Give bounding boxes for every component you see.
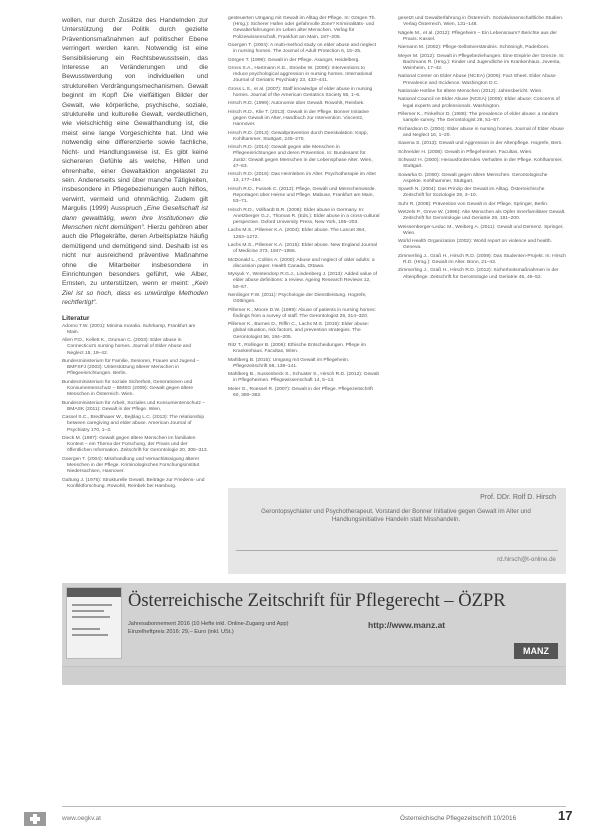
body-paragraph: [62, 16, 208, 308]
reference-item: Galtung J. (1975): Strukturelle Gewalt. Beiträge zur Friedens- und Konfliktforschung. Rowohlt, Reinbek bei Hamburg.: [62, 477, 205, 489]
journal-advertisement: [62, 583, 566, 685]
reference-list-right: [398, 16, 566, 281]
reference-item: Hirsch R.D., Fussek C. (2012): Pflege, Gewalt und Menschenwürde. Reportagen über Heime und Pflege. Mabuse, Frankfurt am Main, 53–71.: [228, 186, 376, 205]
reference-item: Pillemer K., Burnes D., Riffin C., Lachs M.S. (2016): Elder abuse: global situation, risk factors, and prevention strategies. The Gerontologist 56, 194–205.: [228, 322, 369, 340]
publisher-logo: MANZ: [514, 643, 558, 659]
closing-quote: „Kein Ziel ist so hoch, dass es unwürdige Methoden rechtfertigt“.: [62, 280, 208, 307]
reference-item: Weissenberger-Leduc M., Weiberg A. (2011): Gewalt und Demenz. Springer, Wien.: [398, 224, 564, 236]
reference-item: Görgen T. (1999): Gewalt in der Pflege. Asanger, Heidelberg.: [228, 57, 360, 63]
author-bio: Gerontopsychiater und Psychotherapeut, Vorstand der Bonner Initiative gegen Gewalt im Alter und Handlungsinitiative Handeln statt Misshandeln.: [261, 508, 531, 524]
reference-item: Wetzels P., Greve W. (1996): Alte Menschen als Opfer innerfamiliärer Gewalt. Zeitschrift für Gerontologie und Geriatrie 29, 191–200.: [398, 210, 566, 222]
reference-item: Lachs M.S., Pillemer K.A. (2004): Elder abuse. The Lancet 364, 1263–1272.: [228, 228, 366, 240]
reference-item: Bundesministerium für Familie, Senioren, Frauen und Jugend – BMFSFJ (2003): Unterstützung älterer Menschen in Pflegeeinrichtungen. Berlin.: [62, 358, 200, 377]
reference-item: Gross L.S., et al. (2007): Staff knowledge of elder abuse in nursing homes. Journal of the American Geriatrics Society 55, 1–6.: [228, 86, 373, 98]
reference-item: Cassel S.C., Bredthauer W., Bejblag L.C. (2013): The relationship between caregiving and elder abuse. American Journal of Psychiatry 170, 1–3.: [62, 415, 205, 433]
reference-item: National Council on Elder Abuse (NCEA) (2005): Elder abuse: Concerns of legal experts and professionals. Washington.: [398, 97, 560, 109]
reference-item: Zimmerling J., Graß H., Hirsch R.D. (2012): Sicherheitsmaßnahmen in der Altenpflege. Zeitschrift für Gerontologie und Geriatrie 45, 45–52.: [398, 268, 559, 280]
author-email-link[interactable]: rd.hirsch@t-online.de: [497, 556, 556, 563]
association-cross-icon: [24, 812, 46, 826]
ad-price-info: Einzelheftpreis 2016: 29,– Euro (inkl. USt.): [128, 629, 234, 635]
reference-item: Hirsch R.D., Vollhardt B.R. (2008): Elder abuse in Germany. In: Anetzberger G.J., Thomas R. (Eds.): Elder abuse in a cross-cultural perspective. Oxford University Press, New York, 185–203.: [228, 207, 380, 225]
reference-item: Goergen T. (2004): A multi-method study on elder abuse and neglect in nursing homes. The Journal of Adult Protection 6, 15–25.: [228, 43, 377, 55]
reference-item: Richardson D. (2004): Elder abuse in nursing homes. Journal of Elder Abuse and Neglect 16, 1–20.: [398, 126, 564, 138]
reference-item: Lachs M.S., Pillemer K.A. (2015): Elder abuse. New England Journal of Medicine 373, 1947–1956.: [228, 242, 377, 255]
reference-item: gesteuerten Umgang mit Gewalt im Alltag der Pflege. In: Görgen Th. (Hrsg.): Sicherer Hafen oder gefahrvolle Zone? Kriminalitäts- und Gewalterfahrungen im Leben alter Menschen. Verlag für Polizeiwissenschaft, Frankfurt am Main, 187–205.: [228, 16, 376, 40]
reference-item: Dieck M. (1987): Gewalt gegen ältere Menschen im familialen Kontext – ein Thema der Forschung, der Praxis und der öffentlichen Information. Zeitschrift für Gerontologie 20, 305–313.: [62, 435, 209, 454]
reference-item: National Center on Elder Abuse (NCEA) (2005): Fact Sheet. Elder Abuse Prevalence and Incidence. Washington D.C.: [398, 74, 556, 86]
reference-item: McDonald L., Collins A. (2000): Abuse and neglect of older adults: a discussion paper. Health Canada, Ottawa.: [228, 257, 375, 269]
literature-heading: Literatur: [62, 314, 90, 322]
reference-item: Schwarz H. (2000): Herausforderndes Verhalten in der Pflege. Kohlhammer, Stuttgart.: [398, 157, 563, 170]
reference-item: Nägele M., et al. (2012): Pflegeheim – Ein Lebensraum? Berichte aus der Praxis. Kassel.: [398, 30, 558, 42]
reference-item: Bundesministerium für soziale Sicherheit, Generationen und Konsumentenschutz – BMSG (2009): Gewalt gegen ältere Menschen in Österreich. Wien.: [62, 379, 194, 398]
reference-list-middle: [228, 16, 380, 399]
reference-item: Mahlberg B. (2015): Umgang mit Gewalt im Pflegeheim. Pflegezeitschrift 68, 138–141.: [228, 357, 350, 369]
reference-item: Schneider H. (2008): Gewalt in Pflegeheimen. Facultas, Wien.: [398, 149, 533, 155]
reference-item: Hirsch R.D. (2016): Das Heimleben im Alter. Psychotherapie im Alter 13, 177–194.: [228, 172, 377, 184]
reference-item: Spaeth N. (2004): Das Prinzip der Gewalt im Alltag. Österreichische Zeitschrift für Soziologie 29, 3–10.: [398, 187, 545, 199]
reference-item: Goergen T. (2004): Misshandlung und Vernachlässigung älterer Menschen in der Pflege. Kriminologisches Forschungsinstitut Niedersachsen, Hannover.: [62, 456, 200, 475]
reference-item: Adorno T.W. (2001): Minima moralia. Suhrkamp, Frankfurt am Main.: [62, 323, 196, 335]
reference-item: Bundesministerium für Arbeit, Soziales und Konsumentenschutz – BMASK (2011): Gewalt in der Pflege. Wien.: [62, 400, 205, 412]
column-middle: [228, 16, 380, 401]
reference-item: Gross S.A., Hartmann K.E., Stroebe W. (2008): Interventions to reduce psychological aggression in nursing homes. International Journal of Geriatric Psychiatry 23, 433–441.: [228, 65, 373, 84]
ad-title: Österreichische Zeitschrift für Pflegerecht – ÖZPR: [128, 591, 506, 611]
reference-item: World Health Organization (2002): World report on violence and health. Geneva.: [398, 239, 552, 251]
reference-item: Niemann M. (2002): Pflege-Selbstverständnis. Schöningh, Paderborn.: [398, 45, 550, 51]
journal-cover-image: [66, 587, 122, 659]
reference-item: Mahlberg B., Sussenbeck S., Schuster S., Hirsch R.D. (2012): Gewalt in Pflegeheimen. Pflegewissenschaft 14, 5–13.: [228, 372, 379, 384]
reference-item: Sowarka D. (2000): Gewalt gegen ältere Menschen. Gerontologische Aspekte. Kohlhammer, Stuttgart.: [398, 172, 548, 184]
footer-url-link[interactable]: www.oegkv.at: [62, 815, 101, 822]
reference-item: Pillemer K., Moore D.W. (1989): Abuse of patients in nursing homes: findings from a survey of staff. The Gerontologist 29, 314–320.: [228, 307, 376, 319]
reference-item: Hirsch R.D. (1999): Autonomie über Gewalt. Rowohlt, Reinbek.: [228, 101, 365, 107]
reference-item: gesetzt und Gewalterfahrung in Österreich. Sozialwissenschaftliche Studien. Verlag Österreich, Wien, 131–148.: [398, 16, 564, 28]
page-number: 17: [558, 808, 573, 823]
reference-list-left: [62, 324, 208, 490]
reference-item: Suhr R. (2008): Prävention von Gewalt in der Pflege. Springer, Berlin.: [398, 201, 549, 207]
footer-journal-name: Österreichische Pflegezeitschrift 10/2016: [400, 815, 517, 822]
paragraph-text-continued: Hierzu gehören aber auch die Pflegekräfte, deren Arbeitsplatze häufig demütigend und demütigend sind. Deshalb ist es nicht nur ausreichend präventive Maßnahme ohne die Mitarbeiter insbesondere in Einrichtungen besonders geführt, wie Alber, Ernsten, zu unterstützen, wenn er meint:: [62, 223, 208, 288]
author-name: Prof. DDr. Rolf D. Hirsch: [480, 494, 556, 501]
reference-item: Mysyuk Y., Westendorp R.G.J., Lindenberg J. (2013): Added value of elder abuse definitions: a review. Ageing Research Reviews 12, 50–57.: [228, 272, 377, 290]
reference-item: Pillemer K., Finkelhor D. (1988): The prevalence of elder abuse: a random sample survey. The Gerontologist 28, 51–57.: [398, 111, 559, 124]
reference-item: Saxena S. (2013): Gewalt und Aggression in der Altenpflege. Hogrefe, Bern.: [398, 141, 563, 147]
reference-item: Hirsch R.D. (2014): Gewalt gegen alte Menschen in Pflegeeinrichtungen und deren Prävention. In: Bundesamt für Justiz: Gewalt gegen Menschen in der Lebensphase Alter. Wien, 47–63.: [228, 145, 373, 169]
reference-item: Nerdinger F.W. (2011): Psychologie der Dienstleistung. Hogrefe, Göttingen.: [228, 292, 367, 305]
reference-item: Allen P.D., Kellett K., Gruman C. (2003): Elder abuse in Connecticut's nursing homes. Journal of Elder Abuse and Neglect 15, 19–42.: [62, 338, 192, 356]
author-info-box: [228, 488, 566, 574]
reference-item: Meier G., Roessel R. (2007): Gewalt in der Pflege. Pflegezeitschrift 60, 380–382.: [228, 386, 373, 398]
footer-divider: [62, 806, 566, 807]
divider: [236, 550, 558, 551]
reference-item: Meyer M. (2012): Gewalt in Pflegebeziehungen: Eine Empirie der Grenze. In: Bachmann R. (Hrsg.): Kinder und Jugendliche im Krankenhaus. Juventa, Weinheim, 17–42.: [398, 53, 565, 71]
paragraph-text: wollen, nur durch Zusätze des Handelnden zur Unterstützung der Politik durch gezielte Präventionsmaßnahmen auf politischer Ebene verringert werden kann. Notwendig ist eine Sensibilisierung ein Rechtsbewusstsein, das Interesse an Veränderungen und die Bewusstwerdung von individuellen und strukturellen Verdrängungsmechanismen. Gewalt beginnt im Kopf! Die vielfältigen Bilder der Gewalt, wie körperliche, psychische, soziale, strukturelle und kulturelle Gewalt, verdeutlichen, wie vielschichtig eine Gewalthandlung ist, die meist eine lange Vorgeschichte hat. Und wie notwendig eine differenzierte sowie fachliche, Nicht- und Handlungsweise ist. Es gibt keine sichereren Gefühle als welche, Hilfen und ehrenhafte, einer Gewaltaktion angelastet zu sein. Andererseits sind über manche Tätigkeiten, insbesondere in Pflegebeziehungen auch hilflos, verwirrt, vermeid und ohnmächtig. Zudem gilt Margulis (1999) Ausspruch: [62, 17, 208, 213]
column-right: [398, 16, 566, 283]
reference-item: Nationale Hotline für ältere Menschen (2012): Jahresbericht. Wien.: [398, 88, 543, 94]
ad-bottom-strip: [62, 666, 566, 685]
reference-item: Ritz T., Rollinger B. (2006): Ethische Entscheidungen. Pflege im Krankenhaus. Facultas, Wien.: [228, 342, 367, 355]
quote-text: „Eine Gesellschaft ist dann gewalttätig, wenn ihre Institutionen die Menschen nicht demütigen“.: [62, 205, 208, 231]
ad-url-link[interactable]: http://www.manz.at: [368, 620, 446, 630]
column-left: [62, 16, 208, 492]
reference-item: Hirsch R.D., Klie T. (2013): Gewalt in der Pflege. Bonner Initiative gegen Gewalt im Alter, Handbuch zur Intervention. Vincentz, Hannover.: [228, 109, 369, 128]
reference-item: Zimmerling J., Graß H., Hirsch R.D. (2009): Das Studenten-Projekt. In: Hirsch R.D. (Hrsg.): Gewalt im Alter. Bonn, 21–43.: [398, 253, 566, 266]
reference-item: Hirsch R.D. (2013): Gewaltprävention durch Deeskalation: Kopp, Kohlhammer, Stuttgart, 245–270.: [228, 130, 368, 142]
ad-subscription-info: Jahresabonnement 2016 (10 Hefte inkl. Online-Zugang und App): [128, 621, 289, 627]
